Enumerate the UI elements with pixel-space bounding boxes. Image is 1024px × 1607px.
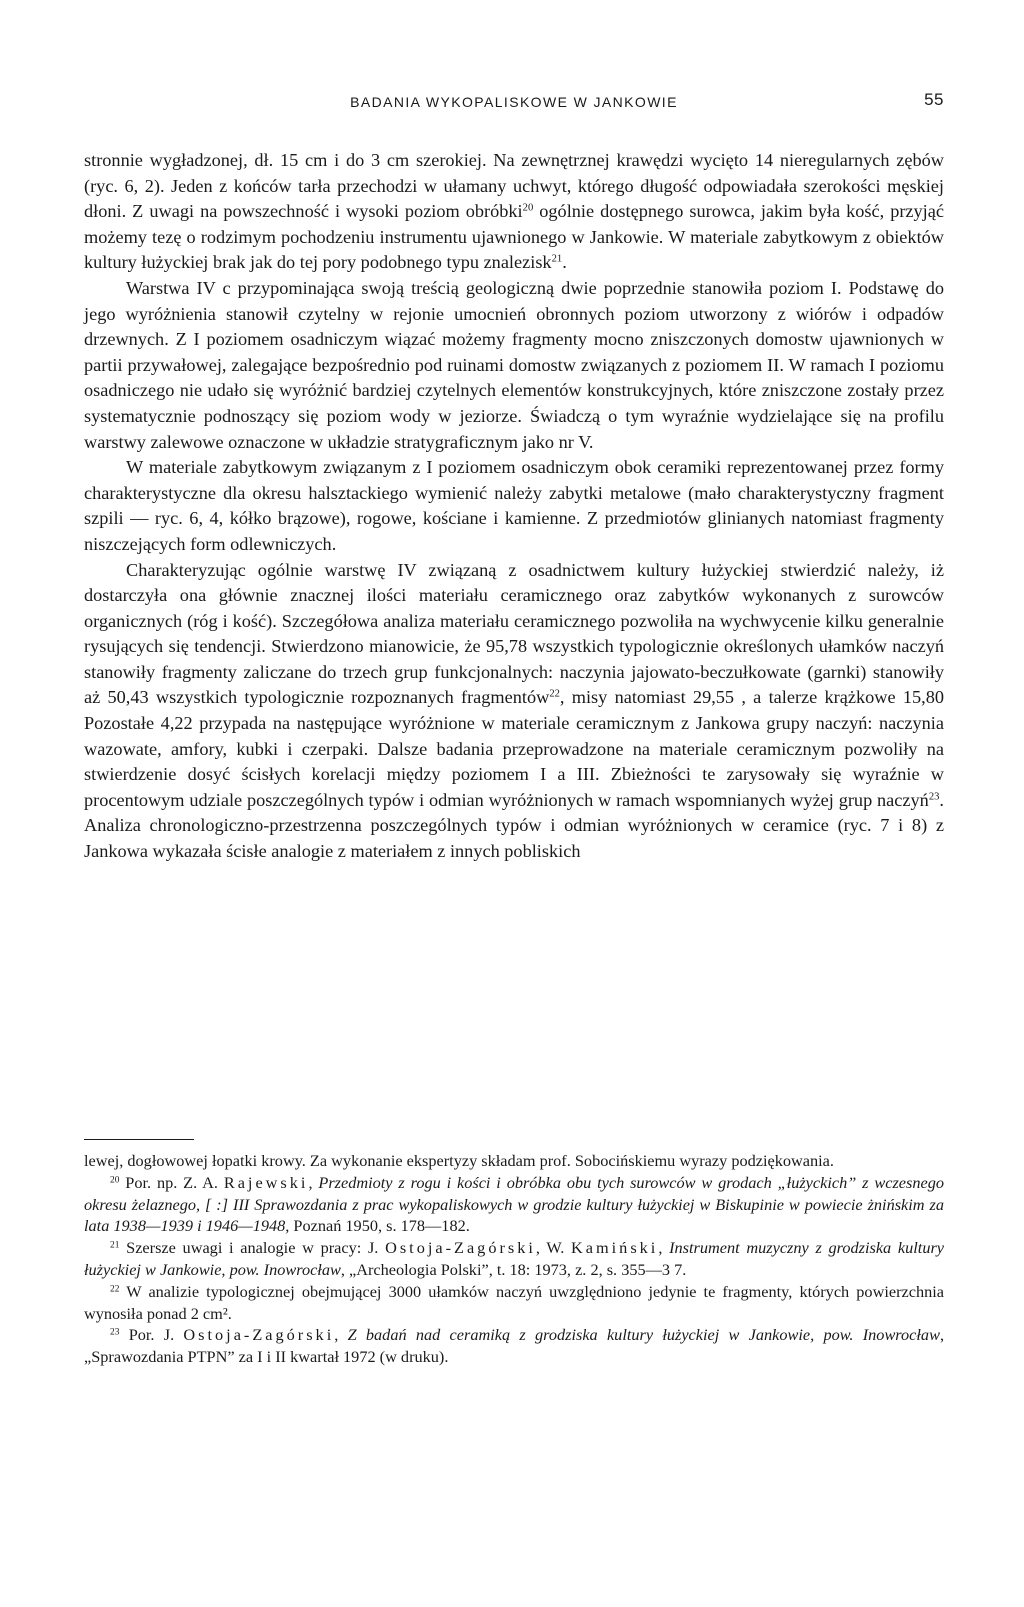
footnote-ref-20[interactable]: 20 xyxy=(522,202,534,214)
main-text xyxy=(84,148,944,865)
footnote-number: 20 xyxy=(110,1175,120,1186)
text-run: . xyxy=(562,252,567,273)
work-title: Przedmioty z rogu i kości i obróbka obu tych surowców w grodach „łużyckich” z wczesnego okresu żelaznego, [ :] III Sprawozdania z prac wykopaliskowych w grodzie kultury łużyckiej w Biskupinie w powiecie żnińskim za lata 1938—1939 i 1946—1948 xyxy=(84,1172,945,1236)
footnote-ref-21[interactable]: 21 xyxy=(551,254,563,266)
text-run: . Analiza chronologiczno-przestrzenna poszczególnych typów i odmian wyróżnionych w ceramice (ryc. 7 i 8) z Jankowa wykazała ścisłe analogie z materiałem z innych pobliskich xyxy=(84,789,944,862)
text-run: , Poznań 1950, s. 178—182. xyxy=(285,1216,470,1236)
footnote-continued: lewej, dogłowowej łopatki krowy. Za wykonanie ekspertyzy składam prof. Sobocińskiemu wyrazy podziękowania. xyxy=(84,1151,834,1170)
paragraph-artifacts-level-i: W materiale zabytkowym związanym z I poziomem osadniczym obok ceramiki reprezentowanej przez formy charakterystyczne dla okresu halsztackiego wymienić należy zabytki metalowe (mało charakterystyczny fragment szpili — ryc. 6, 4, kółko brązowe), rogowe, kościane i kamienne. Z przedmiotów glinianych natomiast fragmenty niszczejących form odlewniczych. xyxy=(84,457,944,554)
work-title: Z badań nad ceramiką z grodziska kultury łużyckiej w Jankowie, pow. Inowrocław xyxy=(347,1325,940,1345)
footnote-22 xyxy=(84,1281,944,1325)
page-header xyxy=(84,90,944,118)
text-run: Charakteryzując ogólnie warstwę IV związaną z osadnictwem kultury łużyckiej stwierdzić należy, iż dostarczyła ona głównie znacznej ilości materiału ceramicznego oraz zabytków wykonanych z surowców organicznych (róg i kość). Szczegółowa analiza materiału ceramicznego pozwoliła na wychwycenie kilku generalnie rysujących się tendencji. Stwierdzono mianowicie, że 95,78 wszystkich typologicznie określonych ułamków naczyń stanowiły fragmenty zaliczane do trzech grup funkcjonalnych: naczynia jajowato-beczułkowate (garnki) stanowiły aż 50,43 wszystkich typologicznie rozpoznanych fragmentów xyxy=(84,559,944,708)
footnotes xyxy=(84,1150,944,1368)
author-name: Ostoja-Zagórski xyxy=(385,1238,536,1258)
text-run: , misy natomiast 29,55 , a talerze krążkowe 15,80 Pozostałe 4,22 przypada na następujące wyróżnione w materiale ceramicznym z Jankowa grupy naczyń: naczynia wazowate, amfory, kubki i czerpaki. Dalsze badania przeprowadzone na materiale ceramicznym pozwoliły na stwierdzenie dosyć ścisłych korelacji między poziomem I a III. Zbieżności te zarysowały się wyraźnie w procentowym udziale poszczególnych typów i odmian wyróżnionych w ramach wspomnianych wyżej grup naczyń xyxy=(84,687,944,810)
paragraph-layer-iv-c: Warstwa IV c przypominająca swoją treścią geologiczną dwie poprzednie stanowiła poziom I. Podstawę do jego wyróżnienia stanowił czytelny w rejonie umocnień obronnych poziom utworzony z wiórów i odpadów drzewnych. Z I poziomem osadniczym wiązać możemy fragmenty mocno zniszczonych domostw ujawnionych w partii przywałowej, zalegające bezpośrednio pod ruinami domostw związanych z poziomem II. W ramach I poziomu osadniczego nie udało się wyróżnić bardziej czytelnych elementów konstrukcyjnych, które zniszczone zostały przez systematycznie podnoszący się poziom wody w jeziorze. Świadczą o tym wyraźnie wydzielające się na profilu warstwy zalewowe oznaczone w układzie stratygraficznym jako nr V. xyxy=(84,277,944,452)
author-name: Rajewski xyxy=(223,1172,309,1192)
text-run: Por. J. xyxy=(119,1325,184,1345)
text-run: , xyxy=(308,1172,319,1192)
footnote-21 xyxy=(84,1237,944,1281)
page-number: 55 xyxy=(924,90,944,109)
text-run: stronnie wygładzonej, dł. 15 cm i do 3 cm szerokiej. Na zewnętrznej krawędzi wycięto 14 nieregularnych zębów (ryc. 6, 2). Jeden z końców tarła przechodzi w ułamany uchwyt, którego długość odpowiadała szerokości męskiej dłoni. Z uwagi na powszechność i wysoki poziom obróbki xyxy=(84,150,944,222)
footnote-divider xyxy=(84,1139,194,1140)
text-run: Szersze uwagi i analogie w pracy: J. xyxy=(119,1238,386,1258)
text-run: , xyxy=(334,1325,348,1345)
text-run: W analizie typologicznej obejmującej 3000 ułamków naczyń uwzględniono jedynie te fragmenty, których powierzchnia wynosiła ponad 2 cm². xyxy=(84,1281,944,1323)
text-run: Por. np. Z. A. xyxy=(119,1172,224,1192)
paragraph-continued xyxy=(84,148,944,276)
text-run: , „Sprawozdania PTPN” za I i II kwartał 1972 (w druku). xyxy=(84,1325,945,1367)
work-title: Instrument muzyczny z grodziska kultury łużyckiej w Jankowie, pow. Inowrocław xyxy=(84,1238,945,1279)
text-run: ogólnie dostępnego surowca, jakim była kość, przyjąć możemy tezę o rodzimym pochodzeniu instrumentu ujawnionego w Jankowie. W materiale zabytkowym z obiektów kultury łużyckiej brak jak do tej pory podobnego typu znalezisk xyxy=(84,201,944,273)
running-title: BADANIA WYKOPALISKOWE W JANKOWIE xyxy=(350,94,678,110)
footnote-23 xyxy=(84,1324,944,1368)
paragraph-layer-iv-summary xyxy=(84,558,944,865)
text-run: , W. xyxy=(535,1238,572,1258)
footnote-number: 22 xyxy=(110,1284,120,1295)
footnote-number: 23 xyxy=(110,1327,120,1338)
footnote-ref-22[interactable]: 22 xyxy=(549,689,560,701)
footnote-number: 21 xyxy=(110,1240,120,1251)
footnote-ref-23[interactable]: 23 xyxy=(928,791,940,803)
author-name: Ostoja-Zagórski xyxy=(183,1325,335,1345)
footnote-20 xyxy=(84,1172,944,1237)
text-run: , xyxy=(658,1238,670,1258)
text-run: , „Archeologia Polski”, t. 18: 1973, z. 2, s. 355—3 7. xyxy=(340,1259,687,1279)
author-name: Kamiński xyxy=(571,1238,659,1258)
